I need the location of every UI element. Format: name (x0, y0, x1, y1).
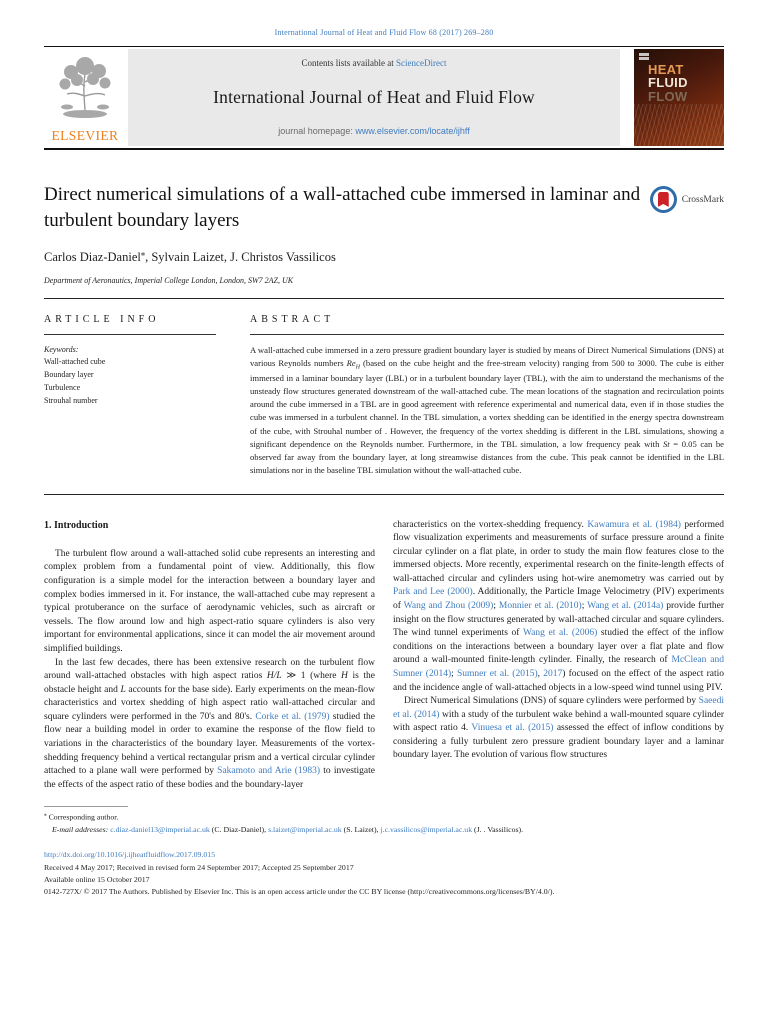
ref-link[interactable]: Saeedi et al. (2014) (393, 696, 724, 720)
ref-link[interactable]: j.c.vassilicos@imperial.ac.uk (380, 824, 473, 834)
body-right-column (393, 519, 724, 793)
body-paragraph: The turbulent flow around a wall-attached solid cube represents an interesting and complex problem from a fundamental point of view. Additionally, this flow configuration is a simple model for the interaction between a boundary layer and complex bodies immersed in it. For instance, the wall-attached cube may represent a typical protuberance on the surface of aerodynamic vehicles, such as aircraft or vessels. The flow around low and high aspect-ratio square cylinders is also very important for environmental applications, since it can model the air movement around simplified buildings. (44, 548, 375, 654)
homepage-prefix: journal homepage: (278, 126, 356, 136)
info-abstract-section (44, 299, 724, 495)
crossmark-badge[interactable] (650, 186, 724, 213)
ref-link[interactable]: Vinuesa et al. (2015) (471, 723, 554, 734)
section-heading-introduction: 1. Introduction (44, 519, 109, 531)
elsevier-tree-icon (52, 50, 118, 127)
abstract-column (250, 314, 724, 480)
homepage-line (278, 126, 469, 136)
title-row (44, 182, 724, 234)
article-info-heading: ARTICLE INFO (44, 314, 216, 335)
journal-cover-thumbnail[interactable] (634, 49, 724, 146)
article-title: Direct numerical simulations of a wall-attached cube immersed in laminar and turbulent boundary layers (44, 184, 641, 232)
ref-link[interactable]: Monnier et al. (2010) (498, 601, 582, 612)
keywords-label: Keywords: (44, 344, 79, 354)
body-paragraph: In the last few decades, there has been extensive research on the turbulent flow around wall-attached obstacles with high aspect ratios H/L ≫ 1 (where H is the obstacle height and L accounts for the base side). Early experiments on the mean-flow characteristics and vortex shedding of high aspect ratio wall-attached circular and square cylinders were performed in the 70's and 80's. Corke et al. (1979) studied the flow near a building model in order to examine the response of the flow field to variations in the characteristics of the boundary layer. Measurements of the vortex-shedding frequency behind a vertical rectangular prism and a vertical circular cylinder attached to a plane wall were performed by Sakamoto and Arie (1983) to investigate the effects of the aspect ratio of these bodies and the boundary-layer (44, 657, 375, 790)
crossmark-label: CrossMark (681, 194, 724, 205)
ref-link[interactable]: Sakamoto and Arie (1983) (217, 766, 321, 777)
keyword-item: Boundary layer (44, 370, 94, 380)
doi-link[interactable]: http://dx.doi.org/10.1016/j.ijheatfluidflow.2017.09.015 (44, 850, 216, 860)
body-paragraph: Direct Numerical Simulations (DNS) of square cylinders were performed by Saeedi et al. (2014) with a study of the turbulent wake behind a wall-mounted square cylinder with aspect ratio 4. Vinuesa et al. (2015) assessed the effect of inflow conditions by considering a fully turbulent zero pressure gradient boundary layer and a laminar boundary layer. The evolution of various flow structures (393, 696, 724, 761)
contents-line (302, 58, 447, 68)
ref-link[interactable]: Wang et al. (2014a) (587, 601, 664, 612)
footnote-divider (44, 806, 128, 807)
body-left-column (44, 519, 375, 793)
ref-link[interactable]: Sumner et al. (2015) (456, 668, 538, 679)
elsevier-wordmark: ELSEVIER (51, 128, 119, 143)
received-dates: Received 4 May 2017; Received in revised form 24 September 2017; Accepted 25 September 2017 (44, 862, 354, 872)
ref-link[interactable]: Park and Lee (2000) (393, 587, 473, 598)
abstract-heading: ABSTRACT (250, 314, 724, 335)
ref-link[interactable]: Corke et al. (1979) (255, 711, 330, 722)
cover-line-fluid: FLUID (648, 75, 688, 91)
cover-small-text-decoration (639, 53, 649, 60)
keyword-item: Wall-attached cube (44, 357, 106, 367)
footnote-block (44, 811, 724, 836)
cover-mesh-decoration (634, 104, 724, 146)
cover-line-heat: HEAT (648, 62, 684, 77)
journal-title: International Journal of Heat and Fluid Flow (213, 86, 535, 107)
ref-link[interactable]: Wang and Zhou (2009) (403, 601, 494, 612)
crossmark-icon (650, 186, 677, 213)
journal-homepage-link[interactable]: www.elsevier.com/locate/ijhff (355, 126, 470, 136)
keywords-block (44, 344, 216, 408)
article-body (44, 495, 724, 793)
header-gap (620, 47, 634, 148)
contents-prefix: Contents lists available at (301, 58, 396, 68)
ref-link[interactable]: 2017 (543, 668, 563, 679)
copyright-line: 0142-727X/ © 2017 The Authors. Published by Elsevier Inc. This is an open access article under the CC BY license (http://creativecommons.org/licenses/BY/4.0/). (44, 887, 555, 897)
ref-link[interactable]: s.laizet@imperial.ac.uk (268, 824, 342, 834)
ref-link[interactable]: Wang et al. (2006) (522, 628, 598, 639)
affiliation: Department of Aeronautics, Imperial College London, London, SW7 2AZ, UK (44, 275, 294, 285)
keyword-item: Strouhal number (44, 395, 98, 405)
author-list: Carlos Diaz-Daniel⁎, Sylvain Laizet, J. Christos Vassilicos (44, 248, 336, 265)
available-online: Available online 15 October 2017 (44, 874, 150, 884)
corresponding-author-note: ⁎ Corresponding author. (44, 812, 119, 822)
cover-line-flow: FLOW (648, 88, 688, 104)
ref-link[interactable]: Kawamura et al. (1984) (587, 519, 681, 530)
keyword-item: Turbulence (44, 382, 81, 392)
elsevier-logo[interactable] (44, 47, 128, 148)
abstract-text: A wall-attached cube immersed in a zero pressure gradient boundary layer is studied by means of Direct Numerical Simulations (DNS) at various Reynolds numbers $Re_H$ (based on the cube height and the free-stream velocity) ranging from 500 to 3000. The cube is either immersed in a laminar boundary layer (LBL) or in a turbulent boundary layer (TBL), with the aim to understand the mechanisms of the unsteady flow structures generated downstream of the wall-attached cube. The mean locations of the stagnation and recirculation points around the cube immersed in a TBL are in good agreement with reference experimental and numerical data, even if in those studies the cube was immersed in a turbulent channel. In the TBL simulation, a vortex shedding can be identified in the energy spectra downstream of the cube, with Strouhal number of . However, the frequency of the vortex shedding is different in the LBL simulations, showing a significant dependence on the Reynolds number. Furthermore, in the TBL simulation, a low frequency peak with St = 0.05 can be observed far away from the boundary layer, at long streamwise distances from the cube. This peak cannot be identified in the LBL simulations nor in the baseline TBL simulation without the wall-attached cube. (250, 344, 724, 475)
body-paragraph: characteristics on the vortex-shedding frequency. Kawamura et al. (1984) performed flow visualization experiments and measurements of surface pressure around a finite circular cylinder on a flat plate, in order to study the main flow features close to the immersed objects. More recently, experimental research on the finite-length effects of wall-attached circular and cylinders using hot-wire anemometry was carried out by Park and Lee (2000). Additionally, the Particle Image Velocimetry (PIV) experiments of Wang and Zhou (2009); Monnier et al. (2010); Wang et al. (2014a) provide further insight on the flow structures generated by wall-attached circular and square cylinders. The wind tunnel experiments of Wang et al. (2006) studied the effect of the inflow conditions on the interactions between a boundary layer over a flat plate and flow around a wall-mounted finite-length cylinder. Finally, the research of McClean and Sumner (2014); Sumner et al. (2015), 2017) focused on the effect of the aspect ratio and the incidence angle of wall-attached objects in a low-speed wind tunnel using PIV. (393, 519, 725, 693)
email-addresses-note: E-mail addresses: c.diaz-daniel13@imperial.ac.uk (C. Diaz-Daniel), s.laizet@imperial.ac.uk (S. Laizet), j.c.vassilicos@imperial.ac.uk (J. . Vassilicos). (52, 824, 524, 834)
sciencedirect-link[interactable]: ScienceDirect (396, 58, 447, 68)
cover-title-text (648, 63, 688, 103)
ref-link[interactable]: McClean and Sumner (2014) (393, 655, 724, 679)
ref-link[interactable]: c.diaz-daniel13@imperial.ac.uk (110, 824, 210, 834)
publication-info-block (44, 849, 724, 899)
journal-masthead (128, 49, 620, 146)
journal-citation-link[interactable]: International Journal of Heat and Fluid Flow 68 (2017) 269–280 (274, 28, 494, 37)
journal-header (44, 46, 724, 150)
article-info-column (44, 314, 216, 480)
